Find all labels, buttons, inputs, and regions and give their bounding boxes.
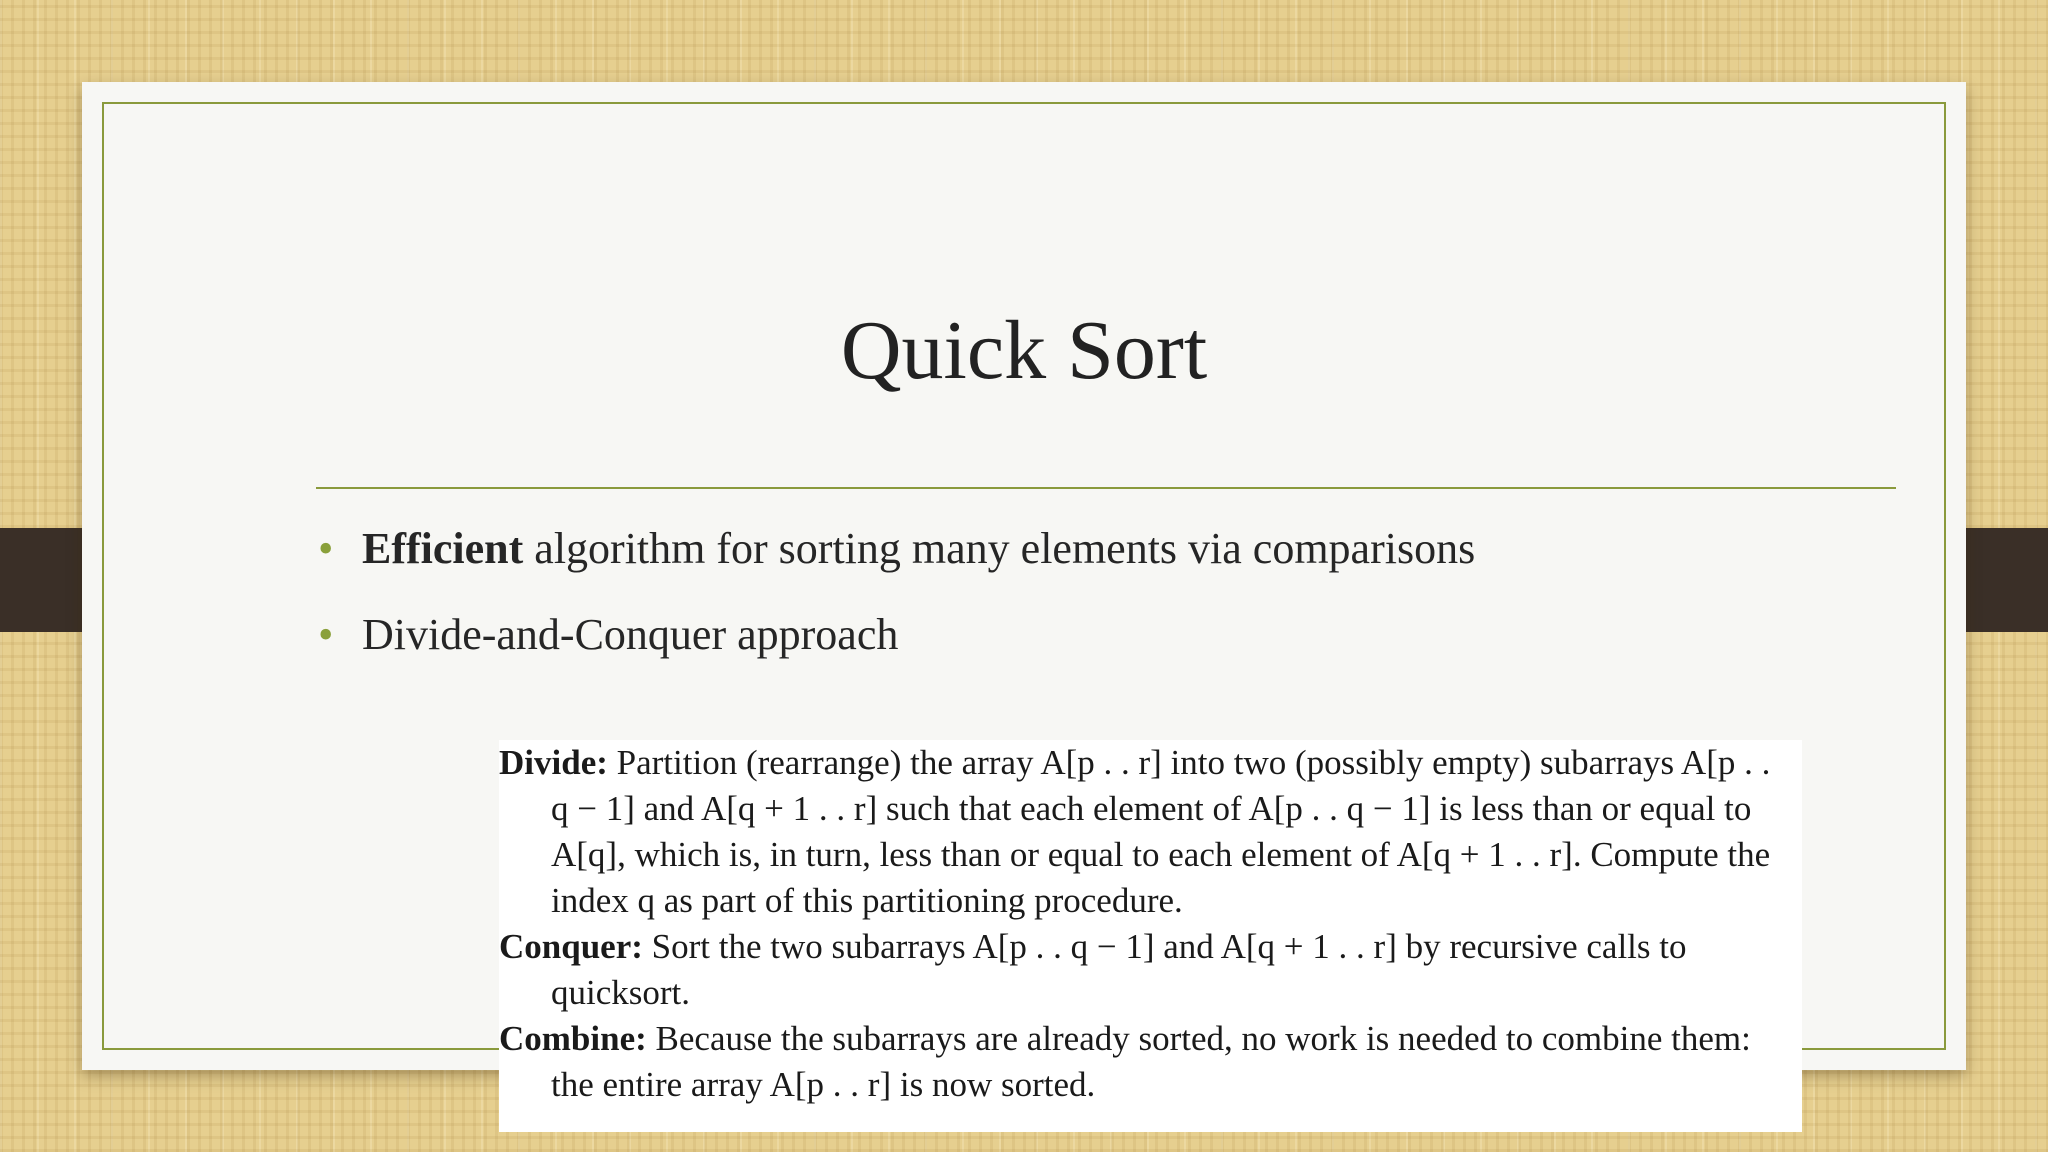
excerpt-term: Combine: <box>499 1019 647 1058</box>
slide-card <box>82 82 1966 1104</box>
bullet-dot-icon: • <box>318 524 334 573</box>
excerpt-combine <box>499 1016 1794 1108</box>
excerpt-divide <box>499 740 1794 924</box>
bullet-list <box>314 520 1475 692</box>
slide-title: Quick Sort <box>840 304 1208 397</box>
bullet-text: Divide-and-Conquer approach <box>362 610 899 659</box>
excerpt-term: Divide: <box>499 743 608 782</box>
excerpt-term: Conquer: <box>499 927 643 966</box>
excerpt-conquer <box>499 924 1794 1016</box>
bullet-dot-icon: • <box>318 610 334 659</box>
bullet-text: algorithm for sorting many elements via comparisons <box>523 524 1476 573</box>
bullet-item <box>314 520 1475 578</box>
title-divider <box>316 487 1896 489</box>
bullet-item <box>314 606 1475 664</box>
excerpt-text: Because the subarrays are already sorted, no work is needed to combine them: the entire array A[p . . r] is now sorted. <box>551 1019 1751 1104</box>
bullet-bold-text: Efficient <box>362 524 524 573</box>
excerpt-text: Sort the two subarrays A[p . . q − 1] and A[q + 1 . . r] by recursive calls to quicksort. <box>551 927 1687 1012</box>
textbook-excerpt <box>499 740 1802 1132</box>
excerpt-text: Partition (rearrange) the array A[p . . r] into two (possibly empty) subarrays A[p . . q − 1] and A[q + 1 . . r] such that each element of A[p . . q − 1] is less than or equal to A[q], which is, in turn, less than or equal to each element of A[q + 1 . . r]. Compute the index q as part of this partitioning procedure. <box>551 743 1771 920</box>
